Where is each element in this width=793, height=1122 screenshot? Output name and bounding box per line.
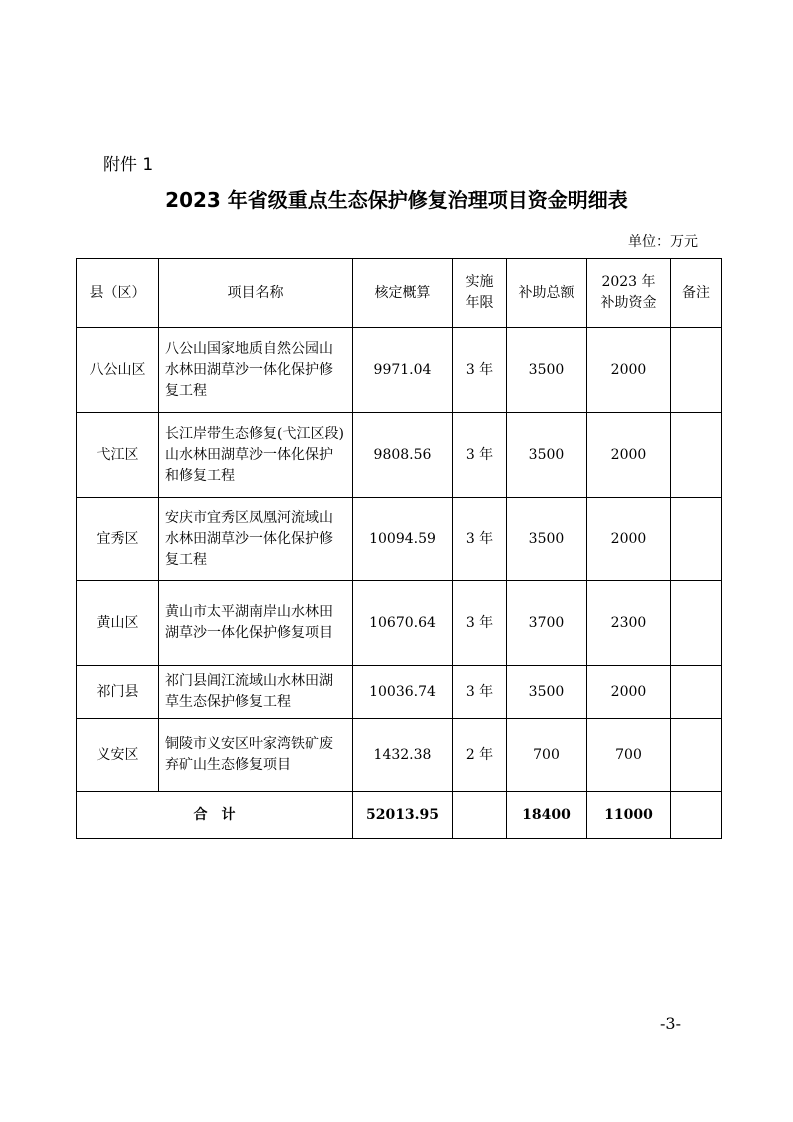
cell-total-subsidy: 3700 [507,581,587,666]
header-total-subsidy: 补助总额 [507,259,587,328]
table-row [77,719,722,792]
table-row [77,666,722,719]
cell-years: 3 年 [453,413,507,498]
total-label: 合 计 [77,792,353,839]
cell-project-name: 安庆市宜秀区凤凰河流域山水林田湖草沙一体化保护修复工程 [159,498,353,581]
cell-budget: 10670.64 [353,581,453,666]
cell-county: 义安区 [77,719,159,792]
cell-years: 3 年 [453,581,507,666]
cell-subsidy-2023: 700 [587,719,671,792]
page-title: 2023 年省级重点生态保护修复治理项目资金明细表 [165,188,628,212]
header-project-name: 项目名称 [159,259,353,328]
total-years [453,792,507,839]
cell-total-subsidy: 3500 [507,498,587,581]
header-note: 备注 [671,259,722,328]
cell-note [671,328,722,413]
cell-total-subsidy: 3500 [507,328,587,413]
cell-note [671,581,722,666]
cell-note [671,719,722,792]
cell-project-name: 黄山市太平湖南岸山水林田湖草沙一体化保护修复项目 [159,581,353,666]
cell-subsidy-2023: 2000 [587,413,671,498]
cell-budget: 10094.59 [353,498,453,581]
cell-note [671,413,722,498]
total-subsidy-2023: 11000 [587,792,671,839]
header-budget: 核定概算 [353,259,453,328]
header-subsidy-2023: 2023 年补助资金 [587,259,671,328]
cell-note [671,666,722,719]
cell-project-name: 铜陵市义安区叶家湾铁矿废弃矿山生态修复项目 [159,719,353,792]
table-row [77,498,722,581]
cell-total-subsidy: 3500 [507,666,587,719]
cell-county: 宜秀区 [77,498,159,581]
cell-years: 2 年 [453,719,507,792]
total-note [671,792,722,839]
cell-project-name: 八公山国家地质自然公园山水林田湖草沙一体化保护修复工程 [159,328,353,413]
cell-county: 八公山区 [77,328,159,413]
total-budget: 52013.95 [353,792,453,839]
cell-county: 弋江区 [77,413,159,498]
table-header-row [77,259,722,328]
attachment-label: 附件 1 [103,155,154,175]
table-row [77,581,722,666]
total-subsidy: 18400 [507,792,587,839]
cell-subsidy-2023: 2000 [587,328,671,413]
cell-subsidy-2023: 2300 [587,581,671,666]
cell-budget: 9971.04 [353,328,453,413]
table-row [77,328,722,413]
cell-county: 祁门县 [77,666,159,719]
cell-subsidy-2023: 2000 [587,498,671,581]
cell-note [671,498,722,581]
cell-budget: 10036.74 [353,666,453,719]
header-years: 实施年限 [453,259,507,328]
page-number: -3- [660,1014,681,1033]
cell-years: 3 年 [453,498,507,581]
cell-total-subsidy: 3500 [507,413,587,498]
fund-table [76,258,722,839]
cell-project-name: 祁门县阊江流域山水林田湖草生态保护修复工程 [159,666,353,719]
table-row [77,413,722,498]
cell-years: 3 年 [453,666,507,719]
cell-subsidy-2023: 2000 [587,666,671,719]
total-row [77,792,722,839]
cell-years: 3 年 [453,328,507,413]
cell-project-name: 长江岸带生态修复(弋江区段)山水林田湖草沙一体化保护和修复工程 [159,413,353,498]
cell-budget: 9808.56 [353,413,453,498]
unit-label: 单位：万元 [628,234,698,250]
header-county: 县（区） [77,259,159,328]
cell-county: 黄山区 [77,581,159,666]
cell-total-subsidy: 700 [507,719,587,792]
cell-budget: 1432.38 [353,719,453,792]
